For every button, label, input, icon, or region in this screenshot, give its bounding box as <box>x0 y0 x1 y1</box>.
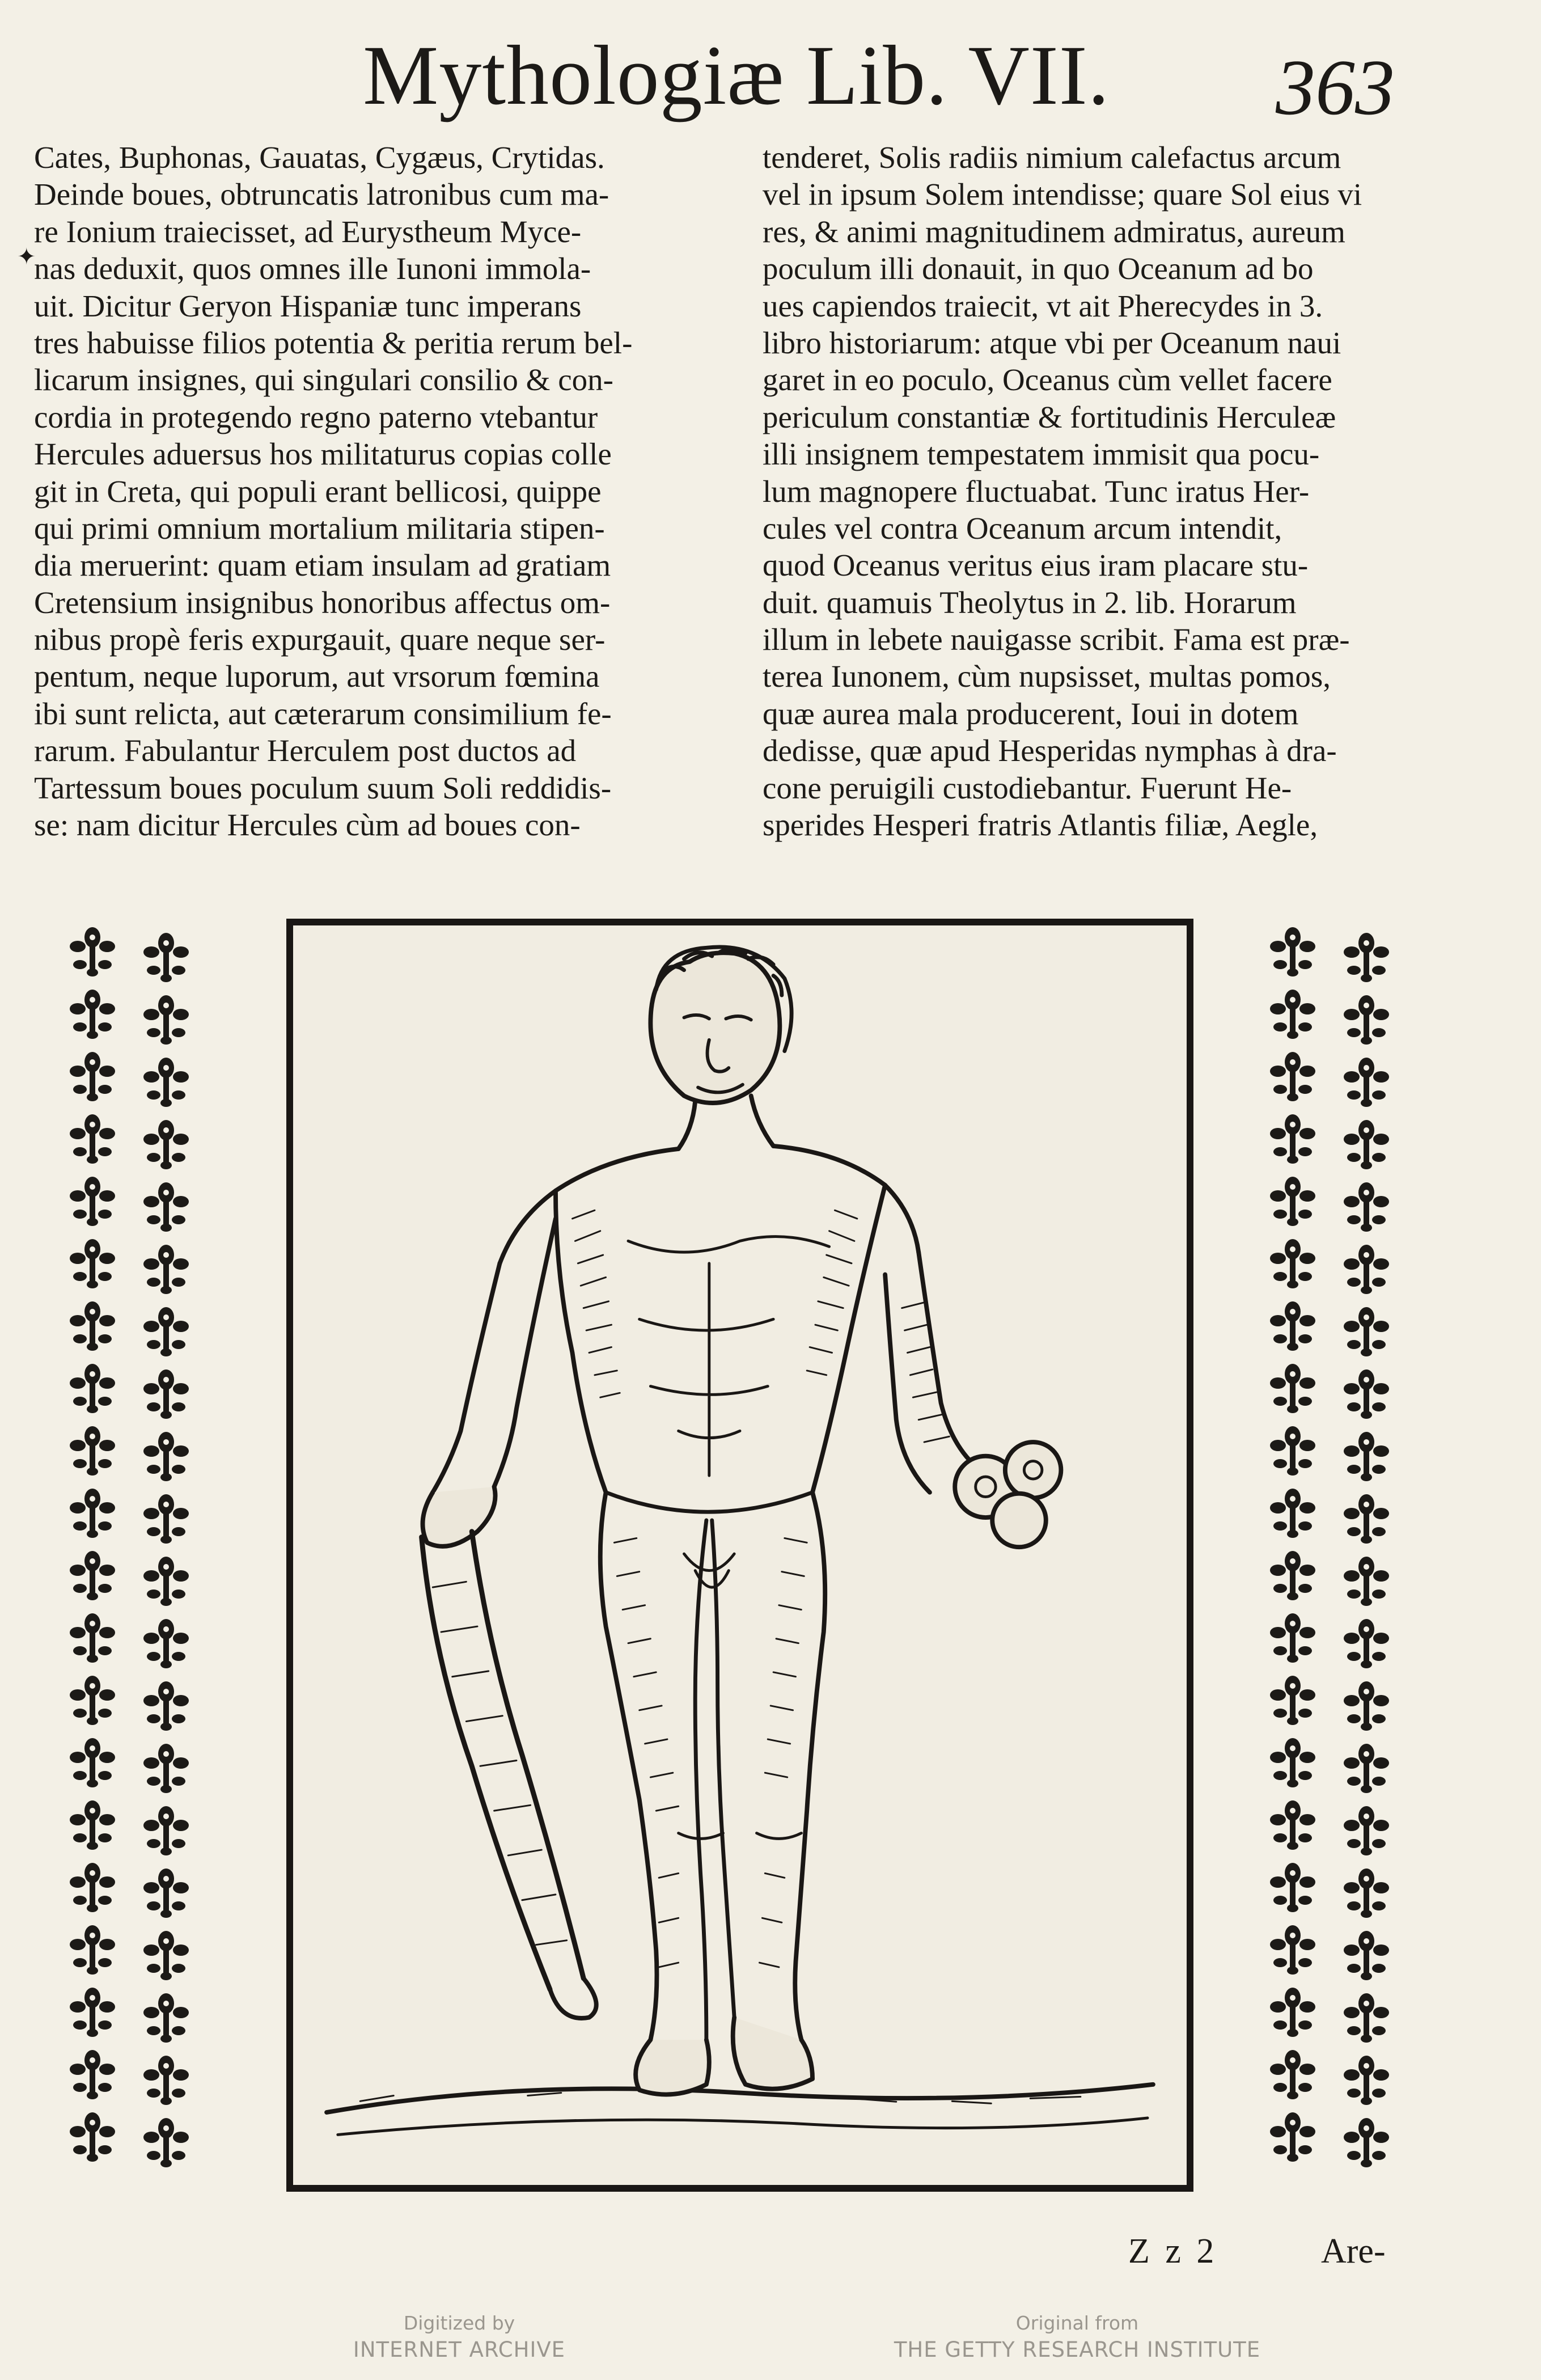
text-line: cules vel contra Oceanum arcum intendit, <box>763 510 1282 546</box>
internet-archive-label: INTERNET ARCHIVE <box>353 2337 566 2362</box>
signature-mark: Z z 2 <box>1128 2232 1218 2271</box>
fleuron-icon <box>70 1551 115 1600</box>
fleuron-band-right <box>1250 919 1415 2195</box>
text-line: cone peruigili custodiebantur. Fuerunt He- <box>763 770 1292 805</box>
running-title: Mythologiæ Lib. VII. <box>363 28 1110 122</box>
fleuron-icon <box>70 1613 115 1663</box>
fleuron-icon <box>1344 1058 1389 1107</box>
fleuron-icon <box>70 1863 115 1912</box>
fleuron-icon <box>70 1676 115 1725</box>
fleuron-icon <box>1344 1307 1389 1356</box>
fleuron-icon <box>1344 1993 1389 2043</box>
fleuron-icon <box>70 2050 115 2099</box>
text-line: ues capiendos traiecit, vt ait Pherecydes in 3. <box>763 288 1323 323</box>
text-line: lum magnopere fluctuabat. Tunc iratus Her- <box>763 474 1310 509</box>
fleuron-icon <box>1270 2050 1315 2099</box>
fleuron-icon <box>1270 1239 1315 1288</box>
text-line: rarum. Fabulantur Herculem post ductos ad <box>34 733 577 768</box>
fleuron-icon <box>143 1245 189 1294</box>
fleuron-icon <box>143 1619 189 1668</box>
fleuron-icon <box>1270 1925 1315 1975</box>
fleuron-icon <box>1344 1120 1389 1169</box>
fleuron-icon <box>70 1177 115 1226</box>
running-head <box>0 17 1541 130</box>
text-line: nibus propè feris expurgauit, quare neque ser- <box>34 622 606 657</box>
fleuron-icon <box>1344 1432 1389 1481</box>
fleuron-icon <box>70 1301 115 1351</box>
fleuron-icon <box>1270 1364 1315 1413</box>
text-line: Cretensium insignibus honoribus affectus om- <box>34 585 611 620</box>
fleuron-icon <box>70 1239 115 1288</box>
fleuron-icon <box>1344 1681 1389 1731</box>
fleuron-icon <box>70 1988 115 2037</box>
fleuron-icon <box>1270 1489 1315 1538</box>
fleuron-icon <box>143 2118 189 2167</box>
text-line: poculum illi donauit, in quo Oceanum ad bo <box>763 251 1314 286</box>
fleuron-icon <box>70 1364 115 1413</box>
catchword: Are- <box>1321 2232 1386 2271</box>
text-line: uit. Dicitur Geryon Hispaniæ tunc imperans <box>34 288 582 323</box>
fleuron-icon <box>1270 927 1315 976</box>
fleuron-icon <box>1270 1738 1315 1787</box>
fleuron-icon <box>70 2112 115 2162</box>
text-line: illum in lebete nauigasse scribit. Fama est præ- <box>763 622 1350 657</box>
fleuron-icon <box>1270 1426 1315 1476</box>
fleuron-icon <box>70 1925 115 1975</box>
text-line: garet in eo poculo, Oceanus cùm vellet facere <box>763 362 1332 398</box>
fleuron-icon <box>1270 1114 1315 1164</box>
fleuron-icon <box>143 1494 189 1544</box>
original-credit <box>799 2311 1355 2364</box>
fleuron-icon <box>70 1489 115 1538</box>
text-line: nas deduxit, quos omnes ille Iunoni immola- <box>34 251 591 286</box>
fleuron-icon <box>143 1058 189 1107</box>
text-line: pentum, neque luporum, aut vrsorum fœmina <box>34 659 600 694</box>
text-line: licarum insignes, qui singulari consilio & con- <box>34 362 613 398</box>
fleuron-icon <box>1344 1245 1389 1294</box>
fleuron-icon <box>143 2056 189 2105</box>
fleuron-band-left <box>50 919 214 2195</box>
fleuron-icon <box>1344 1619 1389 1668</box>
text-line: quæ aurea mala producerent, Ioui in dotem <box>763 696 1299 731</box>
hercules-figure-icon <box>293 925 1187 2185</box>
fleuron-icon <box>50 919 214 2195</box>
fleuron-icon <box>143 1806 189 1855</box>
fleuron-icon <box>1344 2056 1389 2105</box>
text-line: tres habuisse filios potentia & peritia rerum bel- <box>34 325 633 360</box>
text-line: illi insignem tempestatem immisit qua pocu- <box>763 437 1320 472</box>
text-line: Cates, Buphonas, Gauatas, Cygæus, Crytidas. <box>34 140 605 175</box>
fleuron-icon <box>1250 919 1415 2195</box>
fleuron-icon <box>1344 1806 1389 1855</box>
fleuron-icon <box>1344 1494 1389 1544</box>
fleuron-icon <box>1344 1182 1389 1232</box>
text-line: Deinde boues, obtruncatis latronibus cum ma- <box>34 177 609 212</box>
text-line: tenderet, Solis radiis nimium calefactus arcum <box>763 140 1341 175</box>
fleuron-icon <box>1344 933 1389 982</box>
text-line: duit. quamuis Theolytus in 2. lib. Horarum <box>763 585 1297 620</box>
getty-institute-label: THE GETTY RESEARCH INSTITUTE <box>894 2337 1261 2362</box>
fleuron-icon <box>70 1738 115 1787</box>
text-column-right <box>763 139 1460 843</box>
fleuron-icon <box>70 1426 115 1476</box>
text-line: periculum constantiæ & fortitudinis Herculeæ <box>763 399 1336 434</box>
fleuron-icon <box>143 1182 189 1232</box>
fleuron-icon <box>1270 1177 1315 1226</box>
fleuron-icon <box>143 1557 189 1606</box>
text-line: terea Iunonem, cùm nupsisset, multas pomos, <box>763 659 1331 694</box>
fleuron-icon <box>1344 1557 1389 1606</box>
fleuron-icon <box>143 1432 189 1481</box>
fleuron-icon <box>143 1993 189 2043</box>
fleuron-icon <box>70 1114 115 1164</box>
fleuron-icon <box>143 1681 189 1731</box>
fleuron-icon <box>143 995 189 1045</box>
fleuron-icon <box>1270 1676 1315 1725</box>
text-line: se: nam dicitur Hercules cùm ad boues con- <box>34 808 581 843</box>
fleuron-icon <box>1344 1931 1389 1980</box>
fleuron-icon <box>1270 1988 1315 2037</box>
fleuron-icon <box>1270 1301 1315 1351</box>
text-line: dedisse, quæ apud Hesperidas nymphas à dra- <box>763 733 1337 768</box>
text-line: Hercules aduersus hos militaturus copias colle <box>34 437 612 472</box>
fleuron-icon <box>143 1931 189 1980</box>
fleuron-icon <box>1270 990 1315 1039</box>
fleuron-icon <box>70 927 115 976</box>
text-line: re Ionium traiecisset, ad Eurystheum Myce- <box>34 214 582 249</box>
fleuron-icon <box>1344 1744 1389 1793</box>
fleuron-icon <box>70 1052 115 1101</box>
original-from-label: Original from <box>1015 2312 1139 2334</box>
text-line: libro historiarum: atque vbi per Oceanum naui <box>763 325 1341 360</box>
fleuron-icon <box>1344 995 1389 1045</box>
text-line: ibi sunt relicta, aut cæterarum consimilium fe- <box>34 696 612 731</box>
marginal-mark-icon: ✦ <box>17 244 36 270</box>
fleuron-icon <box>1344 1869 1389 1918</box>
fleuron-icon <box>143 1120 189 1169</box>
text-line: qui primi omnium mortalium militaria stipen- <box>34 510 605 546</box>
text-line: sperides Hesperi fratris Atlantis filiæ, Aegle, <box>763 808 1318 843</box>
text-line: Tartessum boues poculum suum Soli reddidis- <box>34 770 612 805</box>
fleuron-icon <box>1270 1052 1315 1101</box>
fleuron-icon <box>1344 2118 1389 2167</box>
text-line: cordia in protegendo regno paterno vtebantur <box>34 399 598 434</box>
fleuron-icon <box>1270 1863 1315 1912</box>
text-line: quod Oceanus veritus eius iram placare stu- <box>763 548 1309 583</box>
fleuron-icon <box>70 1800 115 1850</box>
text-line: git in Creta, qui populi erant bellicosi, quippe <box>34 474 602 509</box>
text-line: res, & animi magnitudinem admiratus, aureum <box>763 214 1345 249</box>
fleuron-icon <box>1270 1551 1315 1600</box>
text-line: dia meruerint: quam etiam insulam ad gratiam <box>34 548 611 583</box>
fleuron-icon <box>143 1744 189 1793</box>
fleuron-icon <box>143 1869 189 1918</box>
page-number: 363 <box>1276 44 1395 132</box>
fleuron-icon <box>1270 1800 1315 1850</box>
digitized-credit <box>266 2311 652 2364</box>
fleuron-icon <box>70 990 115 1039</box>
digitized-by-label: Digitized by <box>403 2312 515 2334</box>
hercules-woodcut-illustration <box>286 919 1193 2192</box>
fleuron-icon <box>1270 2112 1315 2162</box>
text-column-left <box>34 139 731 843</box>
text-line: vel in ipsum Solem intendisse; quare Sol eius vi <box>763 177 1362 212</box>
fleuron-icon <box>1270 1613 1315 1663</box>
fleuron-icon <box>1344 1369 1389 1419</box>
fleuron-icon <box>143 1307 189 1356</box>
fleuron-icon <box>143 933 189 982</box>
fleuron-icon <box>143 1369 189 1419</box>
